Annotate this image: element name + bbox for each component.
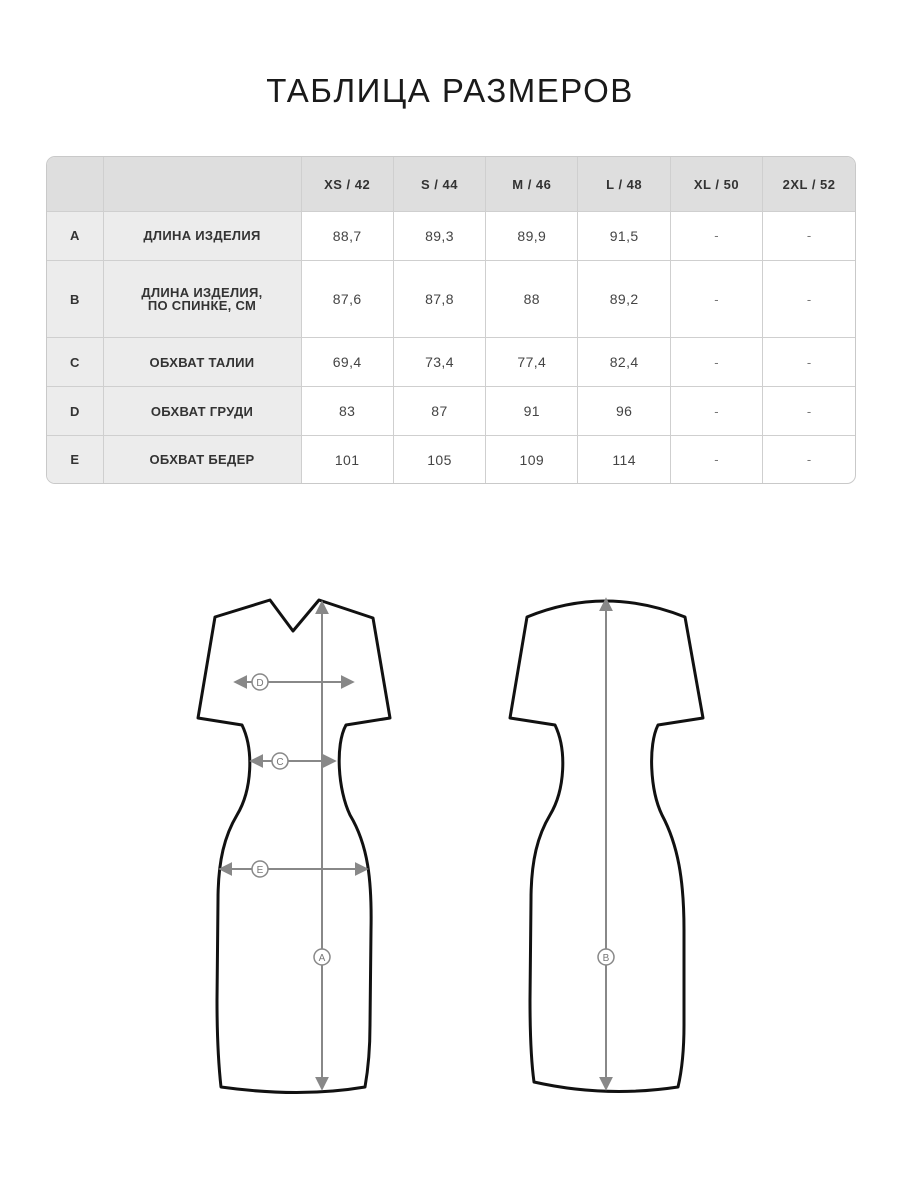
size-table <box>46 156 856 484</box>
measurement-value: - <box>763 387 855 436</box>
measurement-value: 96 <box>578 387 670 436</box>
measurement-letter: C <box>47 338 103 387</box>
front-measurements <box>221 603 366 1088</box>
size-table-row <box>47 387 855 436</box>
measurement-value: - <box>670 212 762 261</box>
marker-d <box>252 674 268 690</box>
measurement-value: - <box>670 338 762 387</box>
size-header: 2XL / 52 <box>763 157 855 212</box>
measurement-value: - <box>763 436 855 483</box>
measurement-value: - <box>763 212 855 261</box>
marker-a <box>314 949 330 965</box>
measurement-letter: E <box>47 436 103 483</box>
measurement-value: 82,4 <box>578 338 670 387</box>
measurement-label: ОБХВАТ ТАЛИИ <box>103 338 301 387</box>
svg-text:D: D <box>256 678 264 689</box>
measurement-letter: D <box>47 387 103 436</box>
header-blank <box>47 157 103 212</box>
measurement-label: ДЛИНА ИЗДЕЛИЯ <box>103 212 301 261</box>
size-table-row <box>47 260 855 338</box>
measurement-value: 89,2 <box>578 260 670 338</box>
measurement-value: 91,5 <box>578 212 670 261</box>
size-header: S / 44 <box>393 157 485 212</box>
marker-b <box>598 949 614 965</box>
measurement-value: 105 <box>393 436 485 483</box>
marker-e <box>252 861 268 877</box>
svg-text:A: A <box>318 953 326 964</box>
measurement-value: 88 <box>486 260 578 338</box>
dress-diagram <box>0 580 900 1100</box>
measurement-value: 109 <box>486 436 578 483</box>
size-header: XS / 42 <box>301 157 393 212</box>
measurement-value: 87,8 <box>393 260 485 338</box>
measurement-value: 83 <box>301 387 393 436</box>
measurement-label: ОБХВАТ БЕДЕР <box>103 436 301 483</box>
page-title: ТАБЛИЦА РАЗМЕРОВ <box>266 72 634 109</box>
measurement-value: 89,9 <box>486 212 578 261</box>
measurement-letter: B <box>47 260 103 338</box>
size-header: L / 48 <box>578 157 670 212</box>
measurement-value: 101 <box>301 436 393 483</box>
measurement-value: - <box>670 436 762 483</box>
size-header: M / 46 <box>486 157 578 212</box>
measurement-value: 87,6 <box>301 260 393 338</box>
svg-text:E: E <box>256 865 264 876</box>
measurement-value: - <box>763 338 855 387</box>
measurement-value: 87 <box>393 387 485 436</box>
measurement-value: 89,3 <box>393 212 485 261</box>
marker-c <box>272 753 288 769</box>
measurement-value: 88,7 <box>301 212 393 261</box>
size-table-row <box>47 212 855 261</box>
header-blank <box>103 157 301 212</box>
size-header: XL / 50 <box>670 157 762 212</box>
svg-text:C: C <box>276 757 284 768</box>
measurement-label: ДЛИНА ИЗДЕЛИЯ, ПО СПИНКЕ, СМ <box>103 260 301 338</box>
svg-text:B: B <box>602 953 610 964</box>
front-markers <box>252 674 330 965</box>
measurement-value: 114 <box>578 436 670 483</box>
measurement-value: 77,4 <box>486 338 578 387</box>
measurement-value: 91 <box>486 387 578 436</box>
size-table-row <box>47 436 855 483</box>
measurement-value: - <box>763 260 855 338</box>
measurement-value: - <box>670 387 762 436</box>
size-header-row <box>47 157 855 212</box>
measurement-letter: A <box>47 212 103 261</box>
measurement-value: 69,4 <box>301 338 393 387</box>
measurement-label: ОБХВАТ ГРУДИ <box>103 387 301 436</box>
measurement-value: 73,4 <box>393 338 485 387</box>
front-dress-outline <box>198 600 390 1093</box>
size-table-row <box>47 338 855 387</box>
measurement-value: - <box>670 260 762 338</box>
